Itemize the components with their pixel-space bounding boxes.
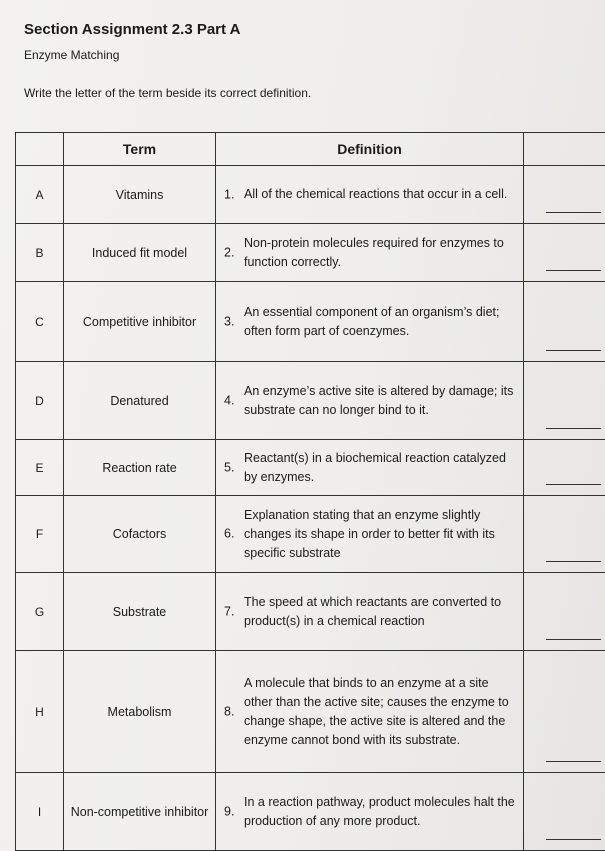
row-number: 6. — [224, 526, 235, 541]
row-letter: F — [15, 496, 64, 572]
row-term: Non-competitive inhibitor — [64, 773, 216, 850]
row-number: 2. — [224, 245, 235, 259]
answer-blank[interactable] — [524, 362, 605, 439]
table-row — [15, 362, 605, 440]
table-row — [15, 573, 605, 651]
table-row — [15, 651, 605, 773]
table-row — [15, 496, 605, 573]
matching-table — [15, 132, 605, 851]
header-term: Term — [64, 133, 216, 165]
row-definition-cell — [216, 651, 524, 772]
answer-blank[interactable] — [524, 496, 605, 572]
row-definition: In a reaction pathway, product molecules halt the production of any more product. — [244, 794, 515, 828]
answer-blank[interactable] — [524, 573, 605, 650]
answer-blank[interactable] — [524, 773, 605, 850]
row-definition: Non-protein molecules required for enzymes to function correctly. — [244, 235, 504, 269]
header-definition: Definition — [216, 133, 524, 165]
row-definition-cell — [216, 166, 524, 223]
row-number: 3. — [224, 314, 235, 328]
answer-blank[interactable] — [524, 282, 605, 361]
row-definition: Reactant(s) in a biochemical reaction catalyzed by enzymes. — [244, 450, 506, 484]
page-subtitle: Enzyme Matching — [24, 48, 120, 62]
row-definition-cell — [216, 496, 524, 572]
page-title: Section Assignment 2.3 Part A — [24, 21, 241, 38]
row-number: 8. — [224, 704, 235, 718]
row-term: Metabolism — [64, 651, 216, 772]
row-letter: A — [15, 166, 64, 223]
row-term: Substrate — [64, 573, 216, 650]
row-term: Competitive inhibitor — [64, 282, 216, 361]
row-letter: H — [15, 651, 64, 772]
row-term: Induced fit model — [64, 224, 216, 281]
table-row — [15, 224, 605, 282]
answer-blank[interactable] — [524, 651, 605, 772]
row-definition-cell — [216, 773, 524, 850]
row-term: Vitamins — [64, 166, 216, 223]
row-term: Reaction rate — [64, 440, 216, 495]
row-definition-cell — [216, 282, 524, 361]
row-number: 4. — [224, 393, 235, 407]
row-term: Denatured — [64, 362, 216, 439]
row-letter: E — [15, 440, 64, 495]
table-row — [15, 440, 605, 496]
row-letter: B — [15, 224, 64, 281]
table-row — [15, 773, 605, 851]
row-number: 7. — [224, 604, 235, 618]
answer-blank[interactable] — [524, 440, 605, 495]
row-letter: I — [15, 773, 64, 850]
header-answer-cell — [524, 133, 605, 165]
row-number: 9. — [224, 804, 235, 818]
row-number: 5. — [224, 460, 235, 474]
row-term: Cofactors — [64, 496, 216, 572]
row-number: 1. — [224, 187, 235, 201]
row-letter: G — [15, 573, 64, 650]
row-definition: All of the chemical reactions that occur in a cell. — [244, 187, 508, 201]
table-row — [15, 282, 605, 362]
row-letter: C — [15, 282, 64, 361]
header-letter-cell — [15, 133, 64, 165]
row-definition: An enzyme’s active site is altered by damage; its substrate can no longer bind to it. — [244, 383, 514, 417]
row-definition: A molecule that binds to an enzyme at a site other than the active site; causes the enzyme to change shape, the active site is altered and the enzyme cannot bond with its substrate. — [244, 675, 509, 747]
table-header-row — [15, 133, 605, 166]
answer-blank[interactable] — [524, 224, 605, 281]
row-definition-cell — [216, 573, 524, 650]
row-letter: D — [15, 362, 64, 439]
table-row — [15, 166, 605, 224]
instructions: Write the letter of the term beside its correct definition. — [24, 86, 312, 100]
row-definition: An essential component of an organism’s diet; often form part of coenzymes. — [244, 304, 500, 338]
answer-blank[interactable] — [524, 166, 605, 223]
row-definition-cell — [216, 440, 524, 495]
row-definition: The speed at which reactants are converted to product(s) in a chemical reaction — [244, 594, 502, 628]
row-definition-cell — [216, 224, 524, 281]
row-definition-cell — [216, 362, 524, 439]
row-definition: Explanation stating that an enzyme slightly changes its shape in order to better fit with its specific substrate — [244, 507, 495, 560]
